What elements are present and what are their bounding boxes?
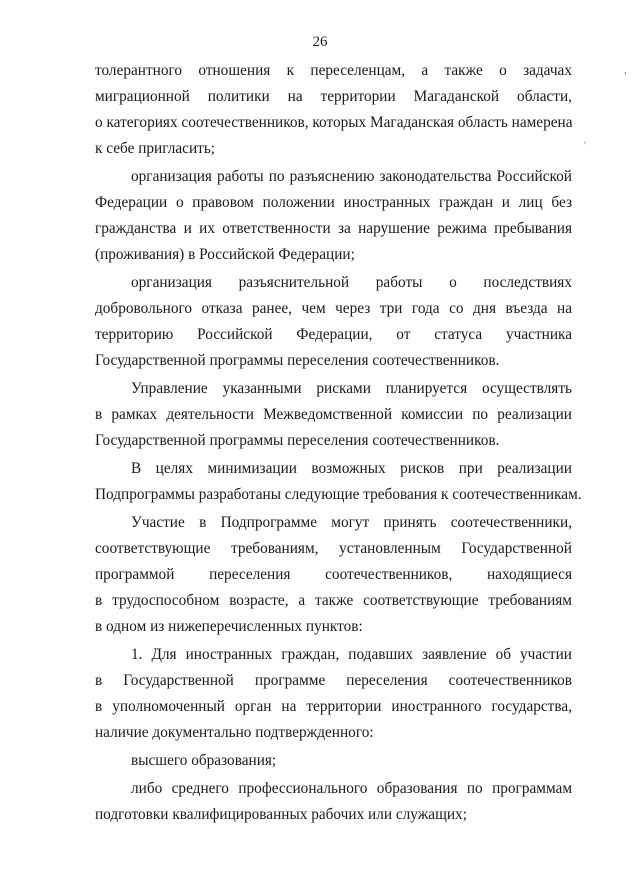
text-line: высшего образования; — [131, 752, 277, 769]
text-line: организация разъяснительной работы о последствиях — [131, 274, 572, 291]
text-line: Государственной программы переселения соотечественников. — [95, 352, 500, 369]
text-line: программой переселения соотечественников, находящиеся — [95, 566, 572, 583]
text-line: Управление указанными рисками планируется осуществлять — [131, 380, 572, 397]
text-line: 1. Для иностранных граждан, подавших заявление об участии — [131, 646, 572, 663]
text-line: наличие документально подтвержденного: — [95, 724, 374, 741]
text-line: Участие в Подпрограмме могут принять соотечественники, — [131, 514, 572, 531]
text-line: Государственной программы переселения соотечественников. — [95, 432, 500, 449]
text-line: гражданства и их ответственности за нарушение режима пребывания — [95, 220, 572, 237]
text-line: в одном из нижеперечисленных пунктов: — [95, 618, 363, 635]
text-line: Подпрограммы разработаны следующие требования к соотечественникам. — [95, 486, 582, 503]
margin-mark: , — [624, 62, 627, 76]
text-line: в трудоспособном возрасте, а также соответствующие требованиям — [95, 592, 572, 609]
text-line: толерантного отношения к переселенцам, а также о задачах — [95, 62, 572, 79]
text-line: (проживания) в Российской Федерации; — [95, 246, 355, 263]
text-line: подготовки квалифицированных рабочих или служащих; — [95, 806, 467, 823]
text-line: к себе пригласить; — [95, 140, 216, 157]
page-number: 26 — [312, 34, 328, 50]
text-line: в рамках деятельности Межведомственной комиссии по реализации — [95, 406, 572, 423]
text-line: о категориях соотечественников, которых Магаданская область намерена — [95, 114, 573, 131]
text-line: миграционной политики на территории Магаданской области, — [95, 88, 572, 105]
text-line: В целях минимизации возможных рисков при реализации — [131, 460, 572, 477]
margin-mark: ' — [584, 138, 587, 152]
text-line: добровольного отказа ранее, чем через три года со дня въезда на — [95, 300, 572, 317]
text-line: соответствующие требованиям, установленным Государственной — [95, 540, 572, 557]
text-line: в уполномоченный орган на территории иностранного государства, — [95, 698, 572, 715]
text-line: территорию Российской Федерации, от статуса участника — [95, 326, 572, 343]
text-line: организация работы по разъяснению законодательства Российской — [131, 168, 572, 185]
text-line: в Государственной программе переселения соотечественников — [95, 672, 572, 689]
text-line: Федерации о правовом положении иностранных граждан и лиц без — [95, 194, 572, 211]
text-line: либо среднего профессионального образования по программам — [131, 780, 572, 797]
